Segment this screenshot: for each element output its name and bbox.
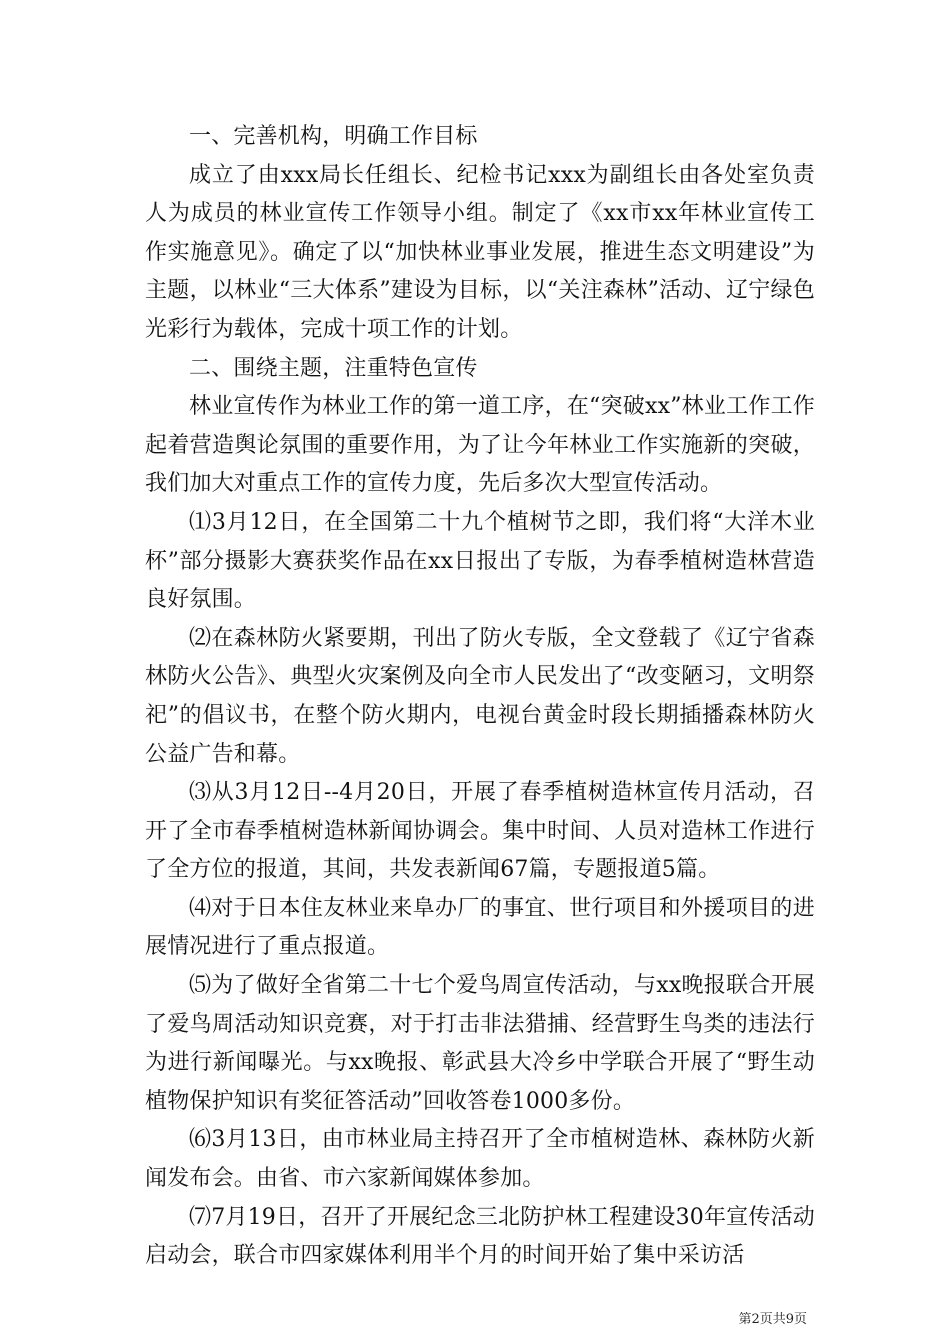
paragraph-item-2: ⑵在森林防火紧要期，刊出了防火专版，全文登载了《辽宁省森林防火公告》、典型火灾案例及向全市人民发出了“改变陋习，文明祭祀”的倡议书，在整个防火期内，电视台黄金时段长期插播森林防火公益广告和幕。 xyxy=(145,625,815,767)
paragraph-item-4: ⑷对于日本住友林业来阜办厂的事宜、世行项目和外援项目的进展情况进行了重点报道。 xyxy=(145,895,815,960)
paragraph-item-7: ⑺7月19日，召开了开展纪念三北防护林工程建设30年宣传活动启动会，联合市四家媒体利用半个月的时间开始了集中采访活 xyxy=(145,1204,815,1269)
paragraph-organization: 成立了由xxx局长任组长、纪检书记xxx为副组长由各处室负责人为成员的林业宣传工作领导小组。制定了《xx市xx年林业宣传工作实施意见》。确定了以“加快林业事业发展，推进生态文明建设”为主题，以林业“三大体系”建设为目标，以“关注森林”活动、辽宁绿色光彩行为载体，完成十项工作的计划。 xyxy=(145,162,815,342)
paragraph-item-1: ⑴3月12日，在全国第二十九个植树节之即，我们将“大洋木业杯”部分摄影大赛获奖作品在xx日报出了专版，为春季植树造林营造良好氛围。 xyxy=(145,509,815,613)
section-heading-2: 二、围绕主题，注重特色宣传 xyxy=(189,355,478,381)
paragraph-intro: 林业宣传作为林业工作的第一道工序，在“突破xx”林业工作工作起着营造舆论氛围的重要作用，为了让今年林业工作实施新的突破，我们加大对重点工作的宣传力度，先后多次大型宣传活动。 xyxy=(145,394,815,497)
paragraph-item-5: ⑸为了做好全省第二十七个爱鸟周宣传活动，与xx晚报联合开展了爱鸟周活动知识竞赛，对于打击非法猎捕、经营野生鸟类的违法行为进行新闻曝光。与xx晚报、彰武县大冷乡中学联合开展了“野生动植物保护知识有奖征答活动”回收答卷1000多份。 xyxy=(145,973,815,1114)
page-number-footer: 第2页共9页 xyxy=(738,1312,807,1327)
paragraph-item-3: ⑶从3月12日--4月20日，开展了春季植树造林宣传月活动，召开了全市春季植树造林新闻协调会。集中时间、人员对造林工作进行了全方位的报道，其间，共发表新闻67篇，专题报道5篇。 xyxy=(145,780,815,883)
paragraph-item-6: ⑹3月13日，由市林业局主持召开了全市植树造林、森林防火新闻发布会。由省、市六家新闻媒体参加。 xyxy=(145,1127,815,1192)
section-heading-1: 一、完善机构，明确工作目标 xyxy=(189,124,478,149)
document-body xyxy=(145,118,815,1276)
